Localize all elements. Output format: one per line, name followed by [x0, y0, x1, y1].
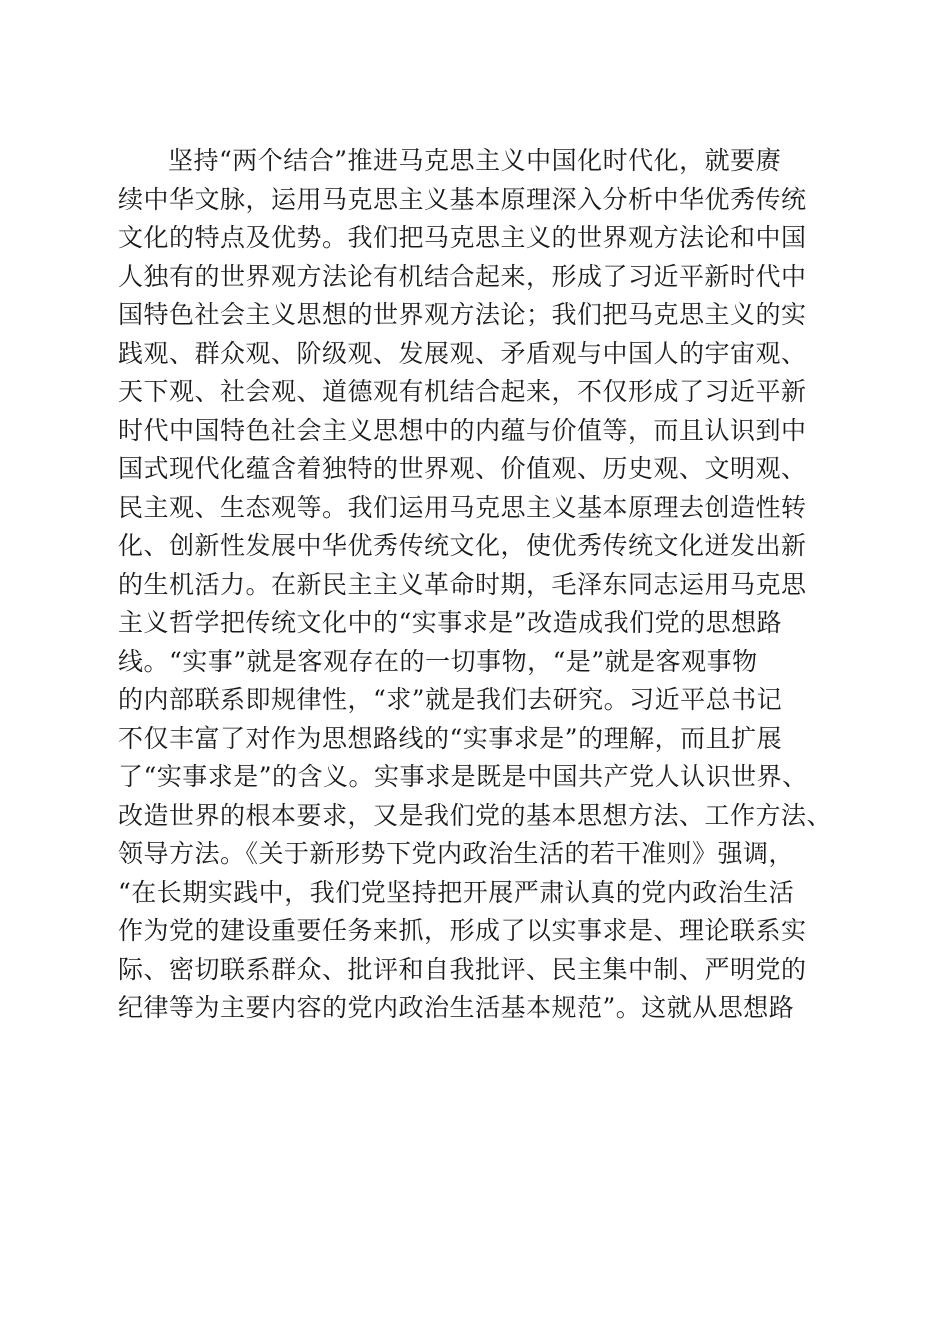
text-line: 坚持“两个结合”推进马克思主义中国化时代化，就要赓: [168, 146, 782, 175]
text-line: 领导方法。《关于新形势下党内政治生活的若干准则》强调，: [118, 839, 795, 868]
text-line: 际、密切联系群众、批评和自我批评、民主集中制、严明党的: [118, 954, 807, 984]
text-line: 的生机活力。在新民主主义革命时期，毛泽东同志运用马克思: [118, 569, 807, 599]
text-line: 作为党的建设重要任务来抓，形成了以实事求是、理论联系实: [118, 916, 807, 945]
text-line: 线。“实事”就是客观存在的一切事物，“是”就是客观事物: [118, 646, 758, 676]
text-line: 不仅丰富了对作为思想路线的“实事求是”的理解，而且扩展: [118, 723, 783, 753]
text-line: 时代中国特色社会主义思想中的内蕴与价值等，而且认识到中: [118, 415, 807, 445]
body-paragraph: [118, 142, 838, 1028]
text-line: “在长期实践中，我们党坚持把开展严肃认真的党内政治生活: [118, 877, 795, 907]
text-line: 纪律等为主要内容的党内政治生活基本规范”。这就从思想路: [118, 993, 795, 1022]
text-line: 人独有的世界观方法论有机结合起来，形成了习近平新时代中: [118, 261, 807, 291]
text-line: 了“实事求是”的含义。实事求是既是中国共产党人认识世界、: [118, 762, 808, 791]
text-line: 续中华文脉，运用马克思主义基本原理深入分析中华优秀传统: [118, 184, 807, 214]
text-line: 改造世界的根本要求，又是我们党的基本思想方法、工作方法、: [118, 800, 833, 830]
text-line: 天下观、社会观、道德观有机结合起来，不仅形成了习近平新: [118, 377, 807, 406]
text-line: 民主观、生态观等。我们运用马克思主义基本原理去创造性转: [118, 492, 807, 522]
text-line: 践观、群众观、阶级观、发展观、矛盾观与中国人的宇宙观、: [118, 338, 807, 368]
text-line: 化、创新性发展中华优秀传统文化，使优秀传统文化迸发出新: [118, 531, 807, 560]
text-line: 文化的特点及优势。我们把马克思主义的世界观方法论和中国: [118, 223, 807, 252]
text-line: 主义哲学把传统文化中的“实事求是”改造成我们党的思想路: [118, 608, 783, 637]
text-line: 国式现代化蕴含着独特的世界观、价值观、历史观、文明观、: [118, 454, 807, 483]
text-line: 的内部联系即规律性，“求”就是我们去研究。习近平总书记: [118, 685, 783, 714]
text-line: 国特色社会主义思想的世界观方法论；我们把马克思主义的实: [118, 300, 807, 329]
